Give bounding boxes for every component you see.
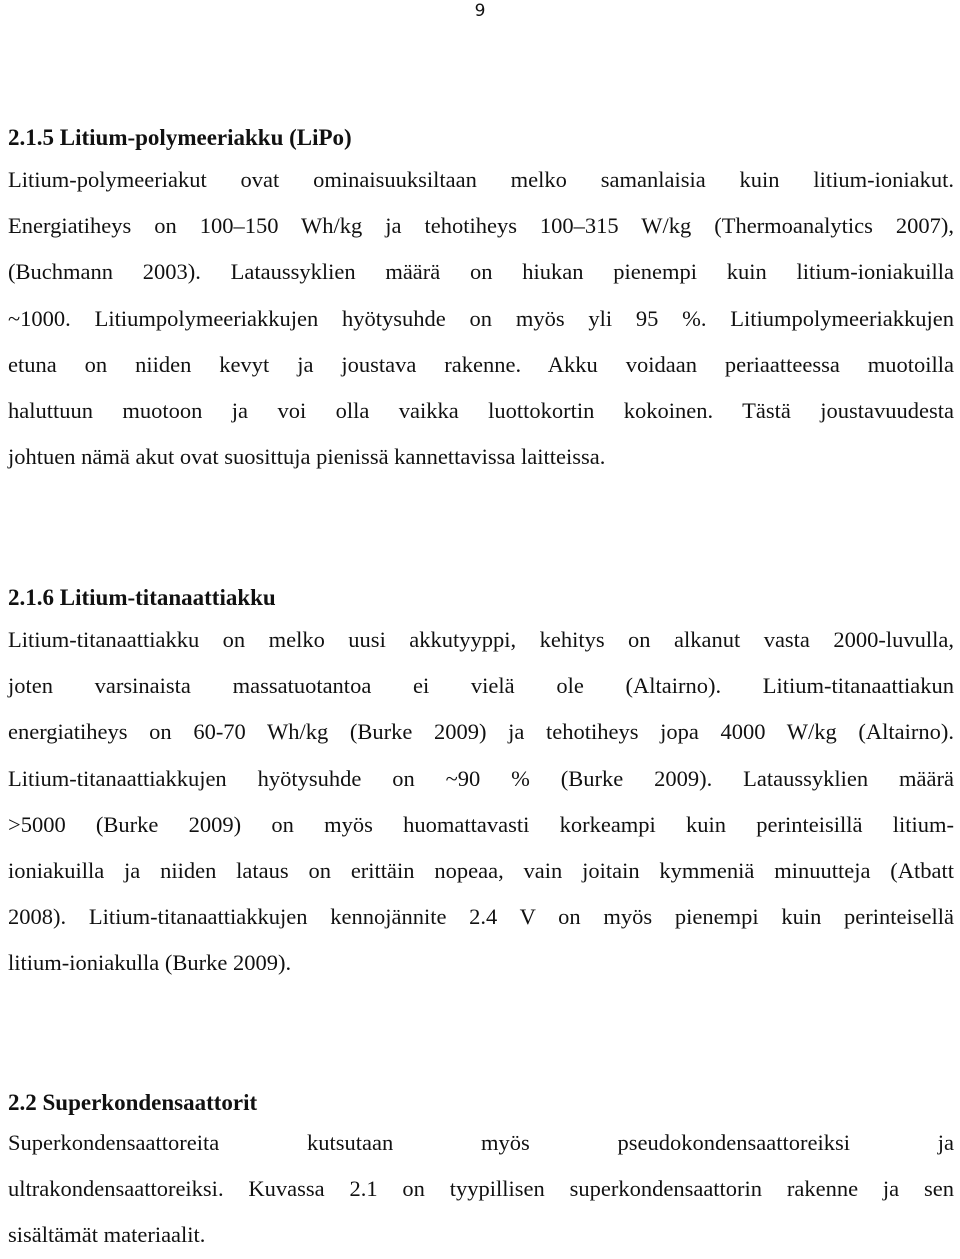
section-supercapacitors bbox=[8, 1088, 954, 1259]
paragraph-line: Litium-titanaattiakkujen hyötysuhde on ~90 % (Burke 2009). Lataussyklien määrä bbox=[8, 765, 954, 791]
paragraph-line: ioniakuilla ja niiden lataus on erittäin nopeaa, vain joitain kymmeniä minuutteja (Atbatt bbox=[8, 858, 954, 884]
section-paragraph bbox=[8, 617, 954, 987]
page-number: 9 bbox=[474, 1, 486, 21]
paragraph-line: Energiatiheys on 100–150 Wh/kg ja tehotiheys 100–315 W/kg (Thermoanalytics 2007), bbox=[8, 213, 954, 239]
paragraph-line: 2008). Litium-titanaattiakkujen kennojännite 2.4 V on myös pienempi kuin perinteisellä bbox=[8, 904, 954, 930]
paragraph-line: etuna on niiden kevyt ja joustava rakenne. Akku voidaan periaatteessa muotoilla bbox=[8, 351, 954, 377]
section-paragraph bbox=[8, 1120, 954, 1259]
paragraph-line: Litium-polymeeriakut ovat ominaisuuksiltaan melko samanlaisia kuin litium-ioniakut. bbox=[8, 167, 954, 192]
section-heading: 2.2 Superkondensaattorit bbox=[8, 1090, 258, 1115]
section-paragraph bbox=[8, 157, 954, 480]
paragraph-line: Superkondensaattoreita kutsutaan myös pseudokondensaattoreiksi ja bbox=[8, 1130, 954, 1155]
paragraph-line: ~1000. Litiumpolymeeriakkujen hyötysuhde on myös yli 95 %. Litiumpolymeeriakkujen bbox=[8, 305, 954, 331]
section-lithium-titanate bbox=[8, 583, 954, 987]
paragraph-line: johtuen nämä akut ovat suosittuja pienissä kannettavissa laitteissa. bbox=[8, 444, 606, 470]
paragraph-line: (Buchmann 2003). Lataussyklien määrä on hiukan pienempi kuin litium-ioniakuilla bbox=[8, 259, 954, 285]
section-lipo bbox=[8, 123, 954, 480]
paragraph-line: joten varsinaista massatuotantoa ei vielä ole (Altairno). Litium-titanaattiakun bbox=[8, 673, 954, 699]
paragraph-line: Litium-titanaattiakku on melko uusi akkutyyppi, kehitys on alkanut vasta 2000-luvulla, bbox=[8, 627, 954, 652]
paragraph-line: >5000 (Burke 2009) on myös huomattavasti korkeampi kuin perinteisillä litium- bbox=[8, 811, 954, 837]
paragraph-line: haluttuun muotoon ja voi olla vaikka luottokortin kokoinen. Tästä joustavuudesta bbox=[8, 398, 954, 424]
section-heading: 2.1.5 Litium-polymeeriakku (LiPo) bbox=[8, 125, 352, 150]
paragraph-line: energiatiheys on 60-70 Wh/kg (Burke 2009) ja tehotiheys jopa 4000 W/kg (Altairno). bbox=[8, 719, 954, 745]
section-heading: 2.1.6 Litium-titanaattiakku bbox=[8, 585, 276, 610]
paragraph-line: ultrakondensaattoreiksi. Kuvassa 2.1 on tyypillisen superkondensaattorin rakenne ja sen bbox=[8, 1176, 954, 1202]
paragraph-line: sisältämät materiaalit. bbox=[8, 1222, 206, 1248]
paragraph-line: litium-ioniakulla (Burke 2009). bbox=[8, 950, 292, 976]
